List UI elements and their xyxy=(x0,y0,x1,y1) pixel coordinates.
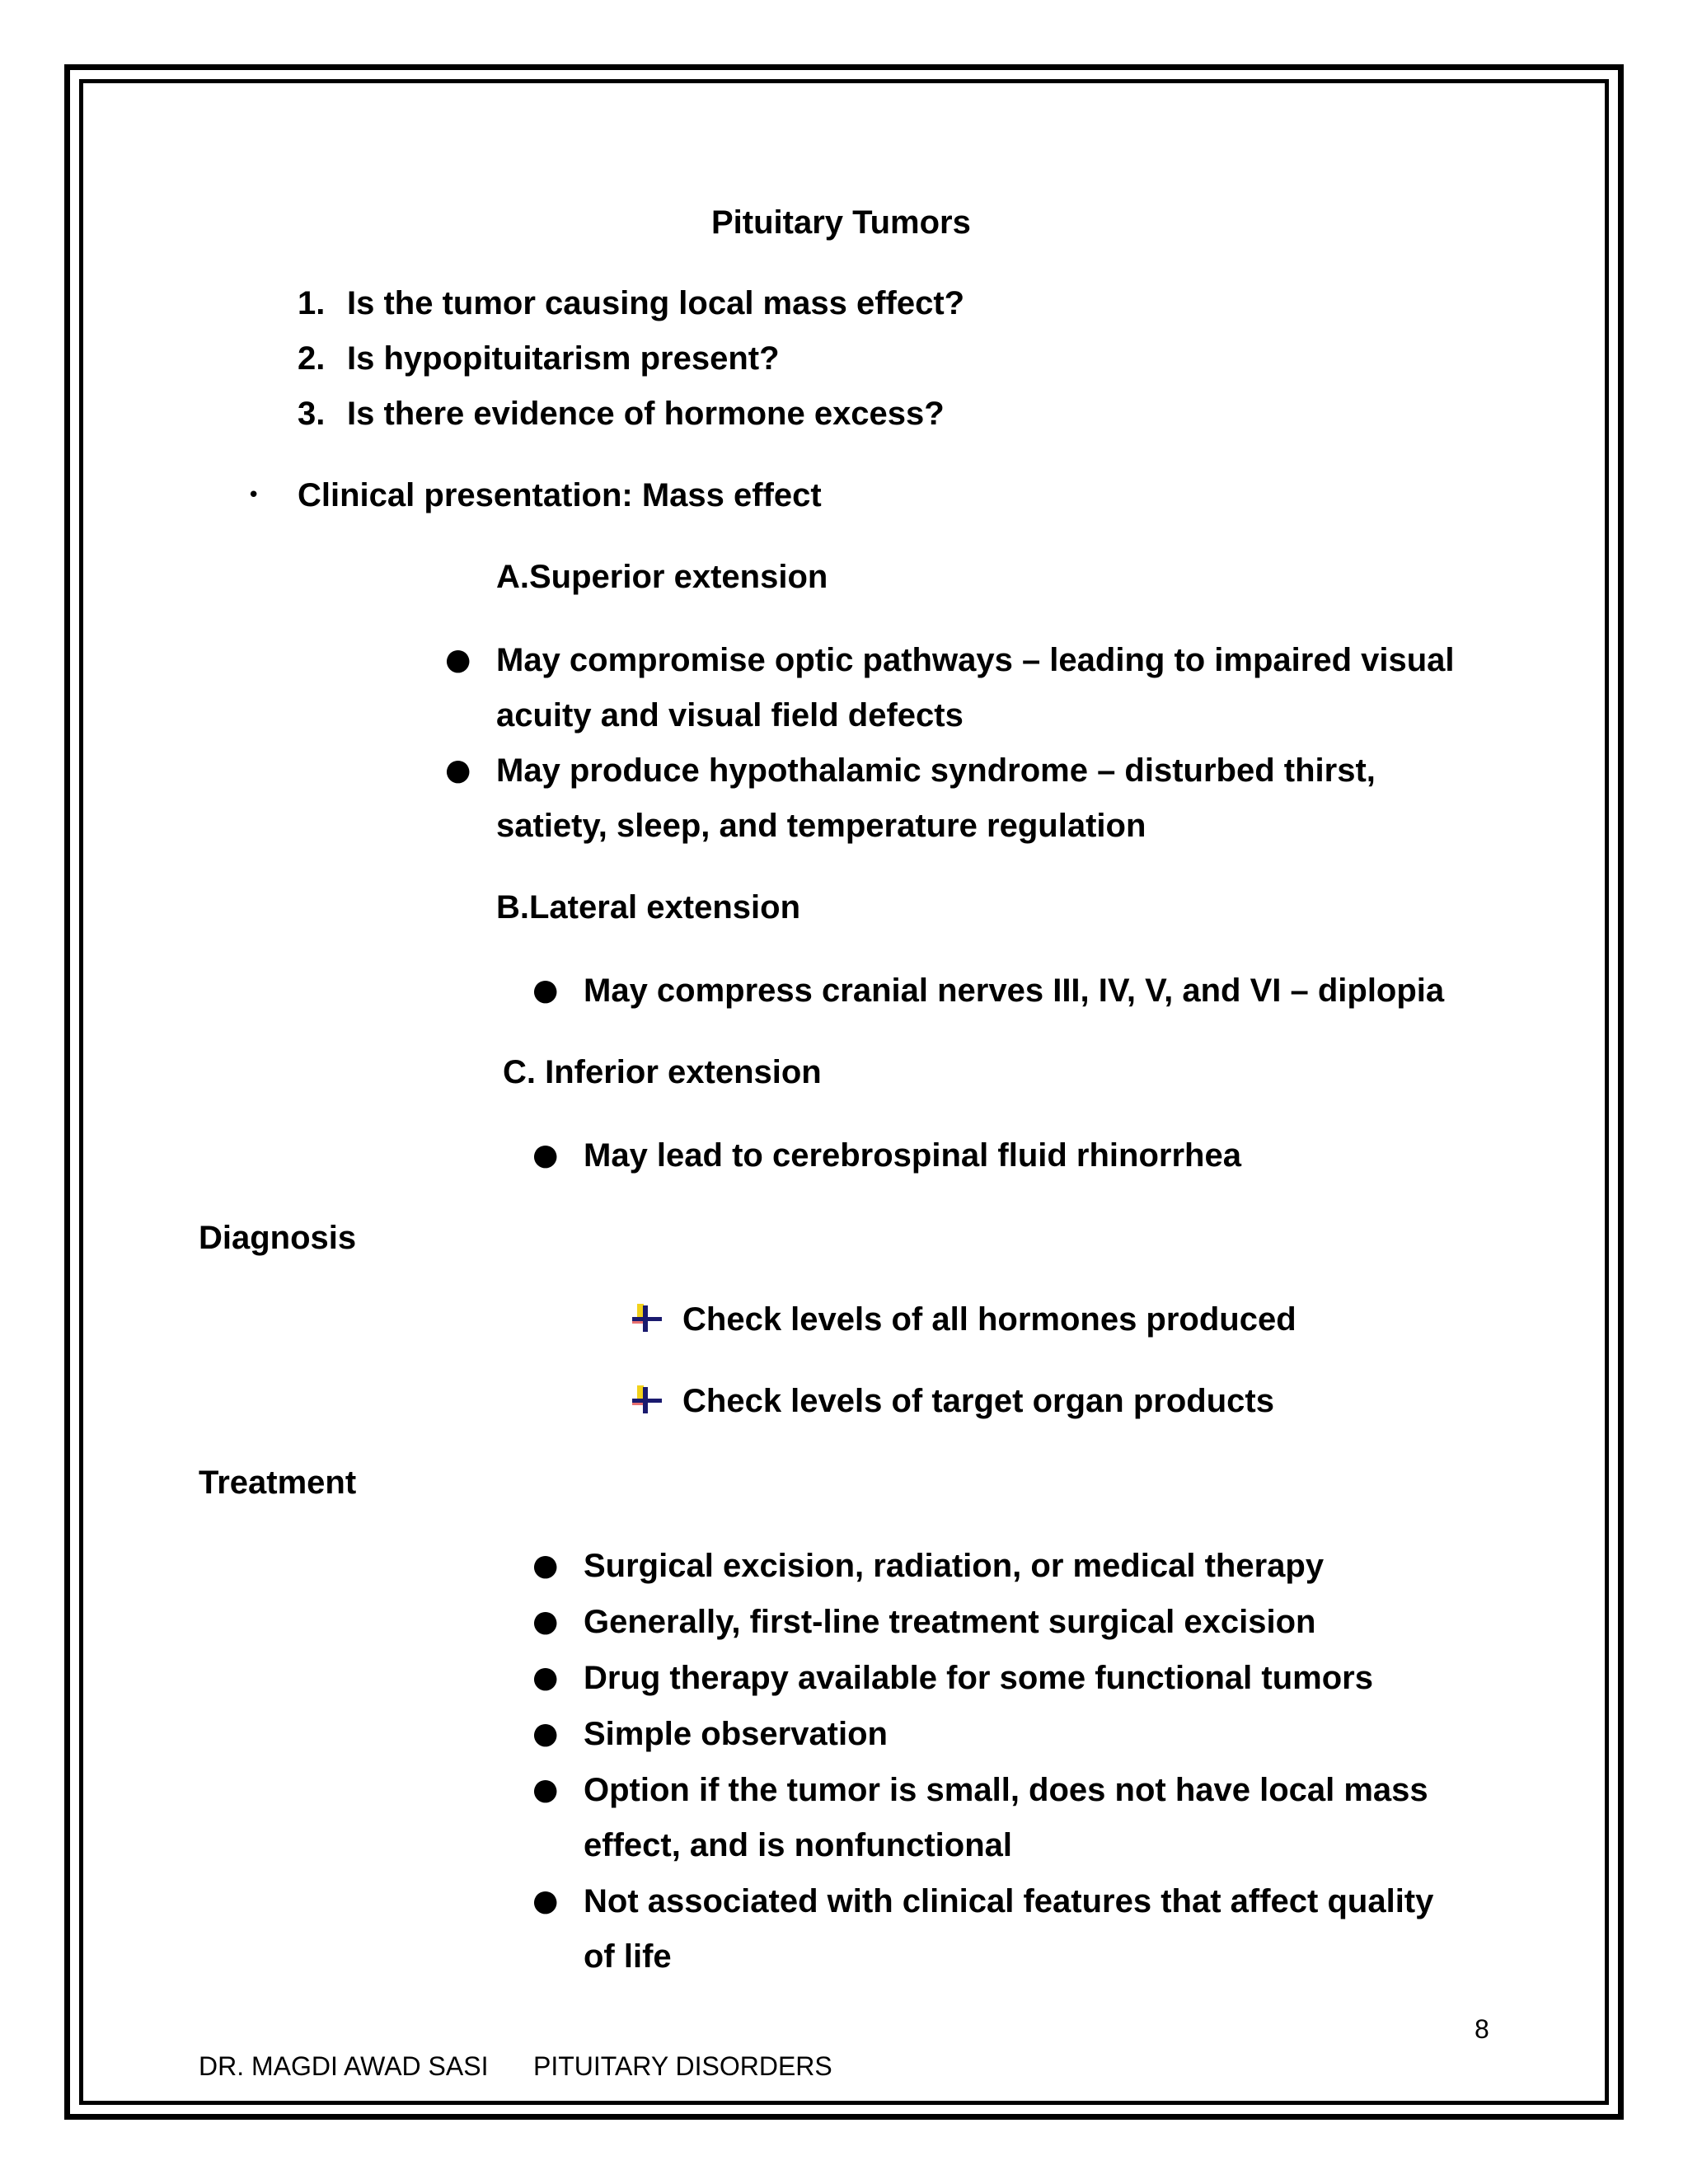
bullet-dot: ● xyxy=(532,973,559,1007)
question-number-3: 3. xyxy=(298,396,326,432)
treatment-item-3: Drug therapy available for some functional tumors xyxy=(584,1660,1373,1696)
treatment-item-1: Surgical excision, radiation, or medical therapy xyxy=(584,1548,1325,1584)
bullet-dot: ● xyxy=(532,1138,559,1172)
plus-bullet-icon xyxy=(631,1302,663,1335)
superior-item-1-line2: acuity and visual field defects xyxy=(496,697,964,733)
page-title: Pituitary Tumors xyxy=(711,204,971,241)
treatment-item-2: Generally, first-line treatment surgical excision xyxy=(584,1604,1316,1640)
inferior-item-1: May lead to cerebrospinal fluid rhinorrhea xyxy=(584,1137,1241,1174)
diagnosis-item-1: Check levels of all hormones produced xyxy=(682,1301,1296,1338)
diagnosis-heading: Diagnosis xyxy=(199,1220,357,1256)
bullet-dot: ● xyxy=(532,1884,559,1918)
superior-item-1-line1: May compromise optic pathways – leading to impaired visual xyxy=(496,642,1455,678)
superior-item-2-line1: May produce hypothalamic syndrome – disturbed thirst, xyxy=(496,752,1376,789)
treatment-item-5-line1: Option if the tumor is small, does not have local mass xyxy=(584,1772,1428,1808)
bullet-dot: ● xyxy=(445,643,471,677)
question-number-2: 2. xyxy=(298,340,326,377)
bullet-dot: ● xyxy=(532,1549,559,1582)
question-text-2: Is hypopituitarism present? xyxy=(347,340,780,377)
treatment-heading: Treatment xyxy=(199,1465,357,1501)
treatment-item-5-line2: effect, and is nonfunctional xyxy=(584,1827,1013,1863)
bullet-dot: ● xyxy=(532,1605,559,1638)
bullet-dot: ● xyxy=(532,1661,559,1694)
clinical-heading: Clinical presentation: Mass effect xyxy=(298,477,822,513)
treatment-item-4: Simple observation xyxy=(584,1716,888,1752)
footer-author: DR. MAGDI AWAD SASI xyxy=(199,2051,489,2081)
superior-item-2-line2: satiety, sleep, and temperature regulation xyxy=(496,808,1146,844)
treatment-item-6-line2: of life xyxy=(584,1938,672,1975)
bullet-dot: ● xyxy=(532,1773,559,1807)
plus-bullet-icon xyxy=(631,1384,663,1417)
bullet-dot: ● xyxy=(445,753,471,787)
inferior-heading: C. Inferior extension xyxy=(503,1054,822,1090)
page-number: 8 xyxy=(1475,2014,1489,2044)
question-number-1: 1. xyxy=(298,285,326,321)
bullet-dot: ● xyxy=(532,1717,559,1750)
diagnosis-item-2: Check levels of target organ products xyxy=(682,1383,1274,1419)
lateral-item-1: May compress cranial nerves III, IV, V, and VI – diplopia xyxy=(584,972,1445,1009)
superior-heading: A.Superior extension xyxy=(496,559,828,595)
footer-subject: PITUITARY DISORDERS xyxy=(533,2051,832,2081)
question-text-3: Is there evidence of hormone excess? xyxy=(347,396,945,432)
lateral-heading: B.Lateral extension xyxy=(496,889,801,926)
small-bullet: • xyxy=(247,483,260,508)
treatment-item-6-line1: Not associated with clinical features that affect quality xyxy=(584,1883,1434,1919)
question-text-1: Is the tumor causing local mass effect? xyxy=(347,285,965,321)
